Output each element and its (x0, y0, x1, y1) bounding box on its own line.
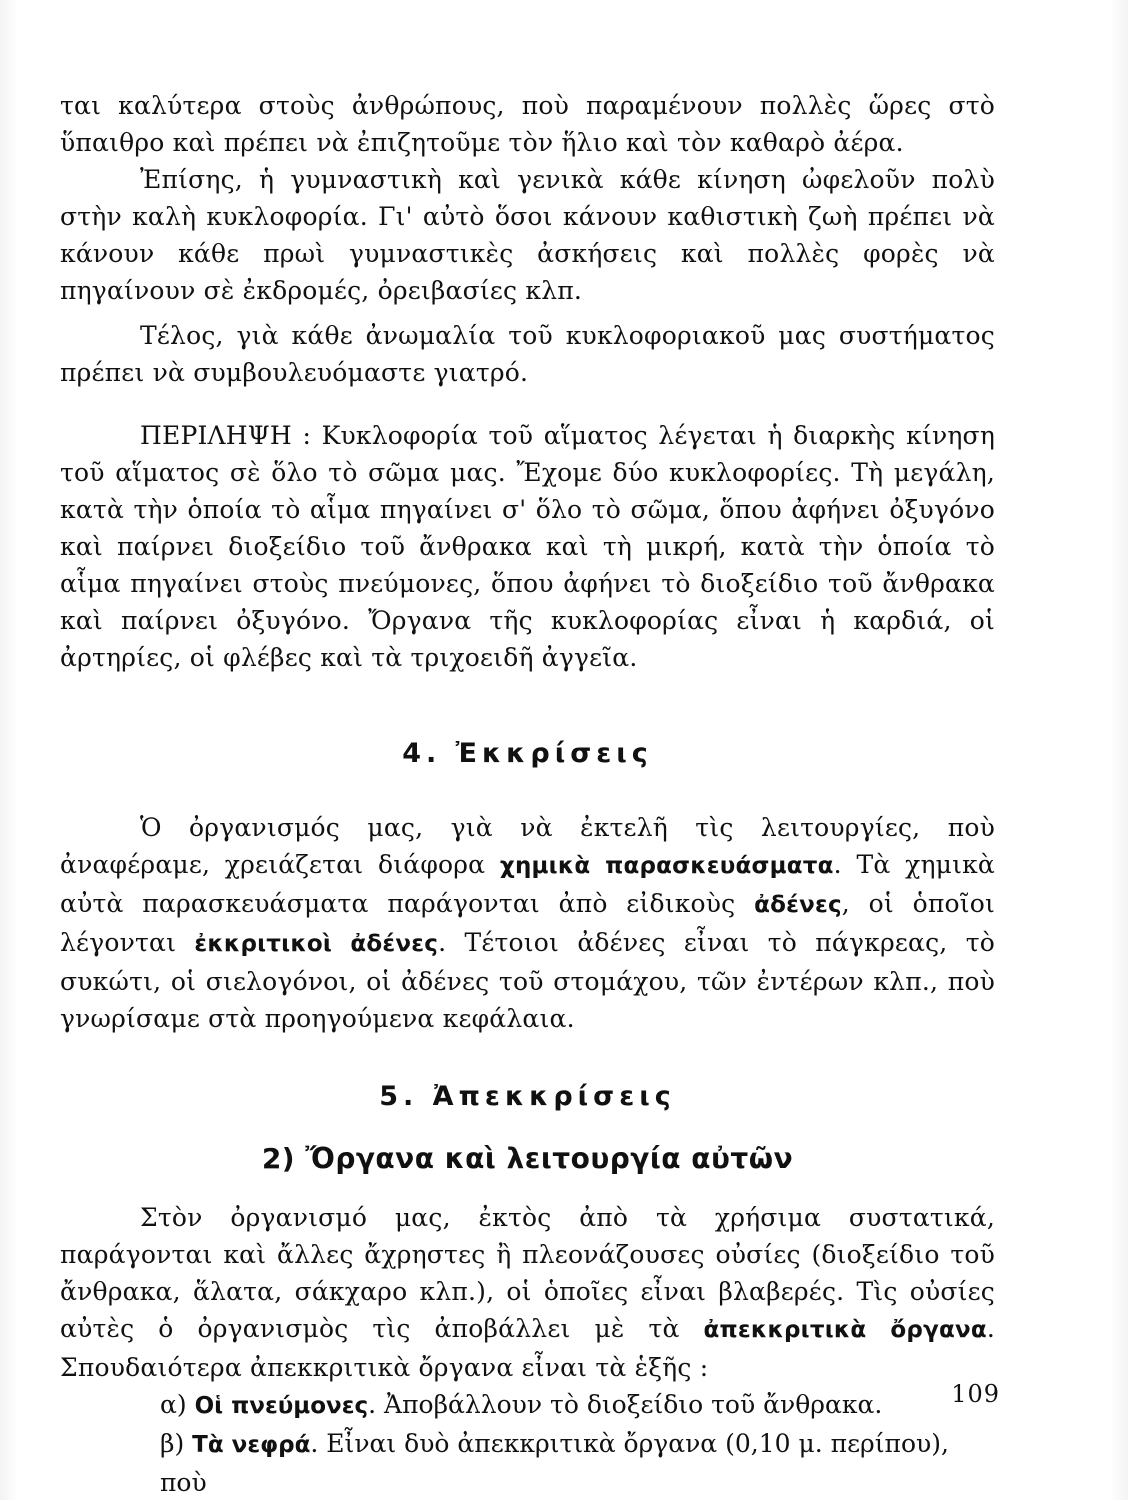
section-4-text-4: . Τέτοιοι ἀδένες εἶναι τὸ πάγκρεας, τὸ συκώτι, οἱ σιελογόνοι, οἱ ἀδένες τοῦ στομάχου, τῶν ἐντέρων κλπ., ποὺ γνωρίσαμε στὰ προηγούμενα κεφάλαια. (60, 928, 996, 1033)
term-secretory-glands: ἐκκριτικοὶ ἀδένες (194, 931, 439, 957)
section-4-text-3: , οἱ ὁποῖοι λέγονται (60, 889, 995, 957)
section-5-text-1: Στὸν ὀργανισμό μας, ἐκτὸς ἀπὸ τὰ χρήσιμα συστατικά, παράγονται καὶ ἄλλες ἄχρηστες ἢ πλεονάζουσες οὐσίες (διοξείδιο τοῦ ἄνθρακα, ἅλατα, σάκχαρο κλπ.), οἱ ὁποῖες εἶναι βλαβερές. Τὶς οὐσίες αὐτὲς ὁ ὀργανισμὸς τὶς ἀποβάλλει μὲ τὰ (60, 1203, 995, 1343)
section-4-text-2: . Τὰ χημικὰ αὐτὰ παρασκευάσματα παράγονται ἀπὸ εἰδικοὺς (60, 850, 995, 918)
list-item (160, 1425, 995, 1501)
term-lungs: Οἱ πνεύμονες (194, 1393, 369, 1419)
intro-paragraph-2: Ἐπίσης, ἡ γυμναστικὴ καὶ γενικὰ κάθε κίνηση ὠφελοῦν πολὺ στὴν καλὴ κυκλοφορία. Γι' αὐτὸ ὅσοι κάνουν καθιστικὴ ζωὴ πρέπει νὰ κάνουν κάθε πρωὶ γυμναστικὲς ἀσκήσεις καὶ πολλὲς φορὲς νὰ πηγαίνουν σὲ ἐκδρομές, ὀρειβασίες κλπ. (60, 165, 995, 305)
list-item-text: . Εἶναι δυὸ ἀπεκκριτικὰ ὄργανα (0,10 μ. περίπου), ποὺ (160, 1429, 949, 1497)
section-5-subheading: 2) Ὄργανα καὶ λειτουργία αὐτῶν (261, 1142, 794, 1175)
page-number: 109 (951, 1380, 1000, 1408)
list-marker: α) (160, 1390, 187, 1419)
term-chemical-preparations: χημικὰ παρασκευάσματα (499, 853, 834, 879)
section-5-heading: 5. Ἀπεκκρίσεις (379, 1081, 676, 1112)
summary-paragraph: ΠΕΡΙΛΗΨΗ : Κυκλοφορία τοῦ αἵματος λέγεται ἡ διαρκὴς κίνηση τοῦ αἵματος σὲ ὅλο τὸ σῶμα μας. Ἔχομε δύο κυκλοφορίες. Τὴ μεγάλη, κατὰ τὴν ὁποία τὸ αἷμα πηγαίνει σ' ὅλο τὸ σῶμα, ὅπου ἀφήνει ὀξυγόνο καὶ παίρνει διοξείδιο τοῦ ἄνθρακα καὶ τὴ μικρή, κατὰ τὴν ὁποία τὸ αἷμα πηγαίνει στοὺς πνεύμονες, ὅπου ἀφήνει τὸ διοξείδιο τοῦ ἄνθρακα καὶ παίρνει ὀξυγόνο. Ὄργανα τῆς κυκλοφορίας εἶναι ἡ καρδιά, οἱ ἀρτηρίες, οἱ φλέβες καὶ τὰ τριχοειδῆ ἀγγεῖα. (60, 421, 995, 672)
term-glands: ἀδένες (754, 892, 842, 918)
section-4-paragraph (60, 809, 995, 1037)
section-4-heading: 4. Ἐκκρίσεις (402, 738, 653, 769)
list-item (160, 1386, 995, 1425)
section-4-text-1: Ὁ ὀργανισμός μας, γιὰ νὰ ἐκτελῆ τὶς λειτουργίες, ποὺ ἀναφέραμε, χρειάζεται διάφορα (60, 813, 995, 879)
term-excretory-organs: ἀπεκκριτικὰ ὄργανα (703, 1317, 987, 1343)
intro-paragraph-3: Τέλος, γιὰ κάθε ἀνωμαλία τοῦ κυκλοφοριακοῦ μας συστήματος πρέπει νὰ συμβουλευόμαστε γιατρό. (60, 321, 995, 387)
section-5-paragraph (60, 1199, 995, 1386)
intro-paragraph-1: ται καλύτερα στοὺς ἀνθρώπους, ποὺ παραμένουν πολλὲς ὥρες στὸ ὕπαιθρο καὶ πρέπει νὰ ἐπιζητοῦμε τὸν ἥλιο καὶ τὸν καθαρὸ ἀέρα. (60, 91, 995, 157)
page-body (60, 87, 995, 1501)
term-kidneys: Τὰ νεφρά (192, 1432, 311, 1458)
section-5-text-2: . Σπουδαιότερα ἀπεκκριτικὰ ὄργανα εἶναι τὰ ἑξῆς : (60, 1314, 995, 1382)
excretory-organs-list (60, 1386, 995, 1501)
list-marker: β) (160, 1429, 185, 1458)
list-item-text: . Ἀποβάλλουν τὸ διοξείδιο τοῦ ἄνθρακα. (368, 1390, 883, 1419)
